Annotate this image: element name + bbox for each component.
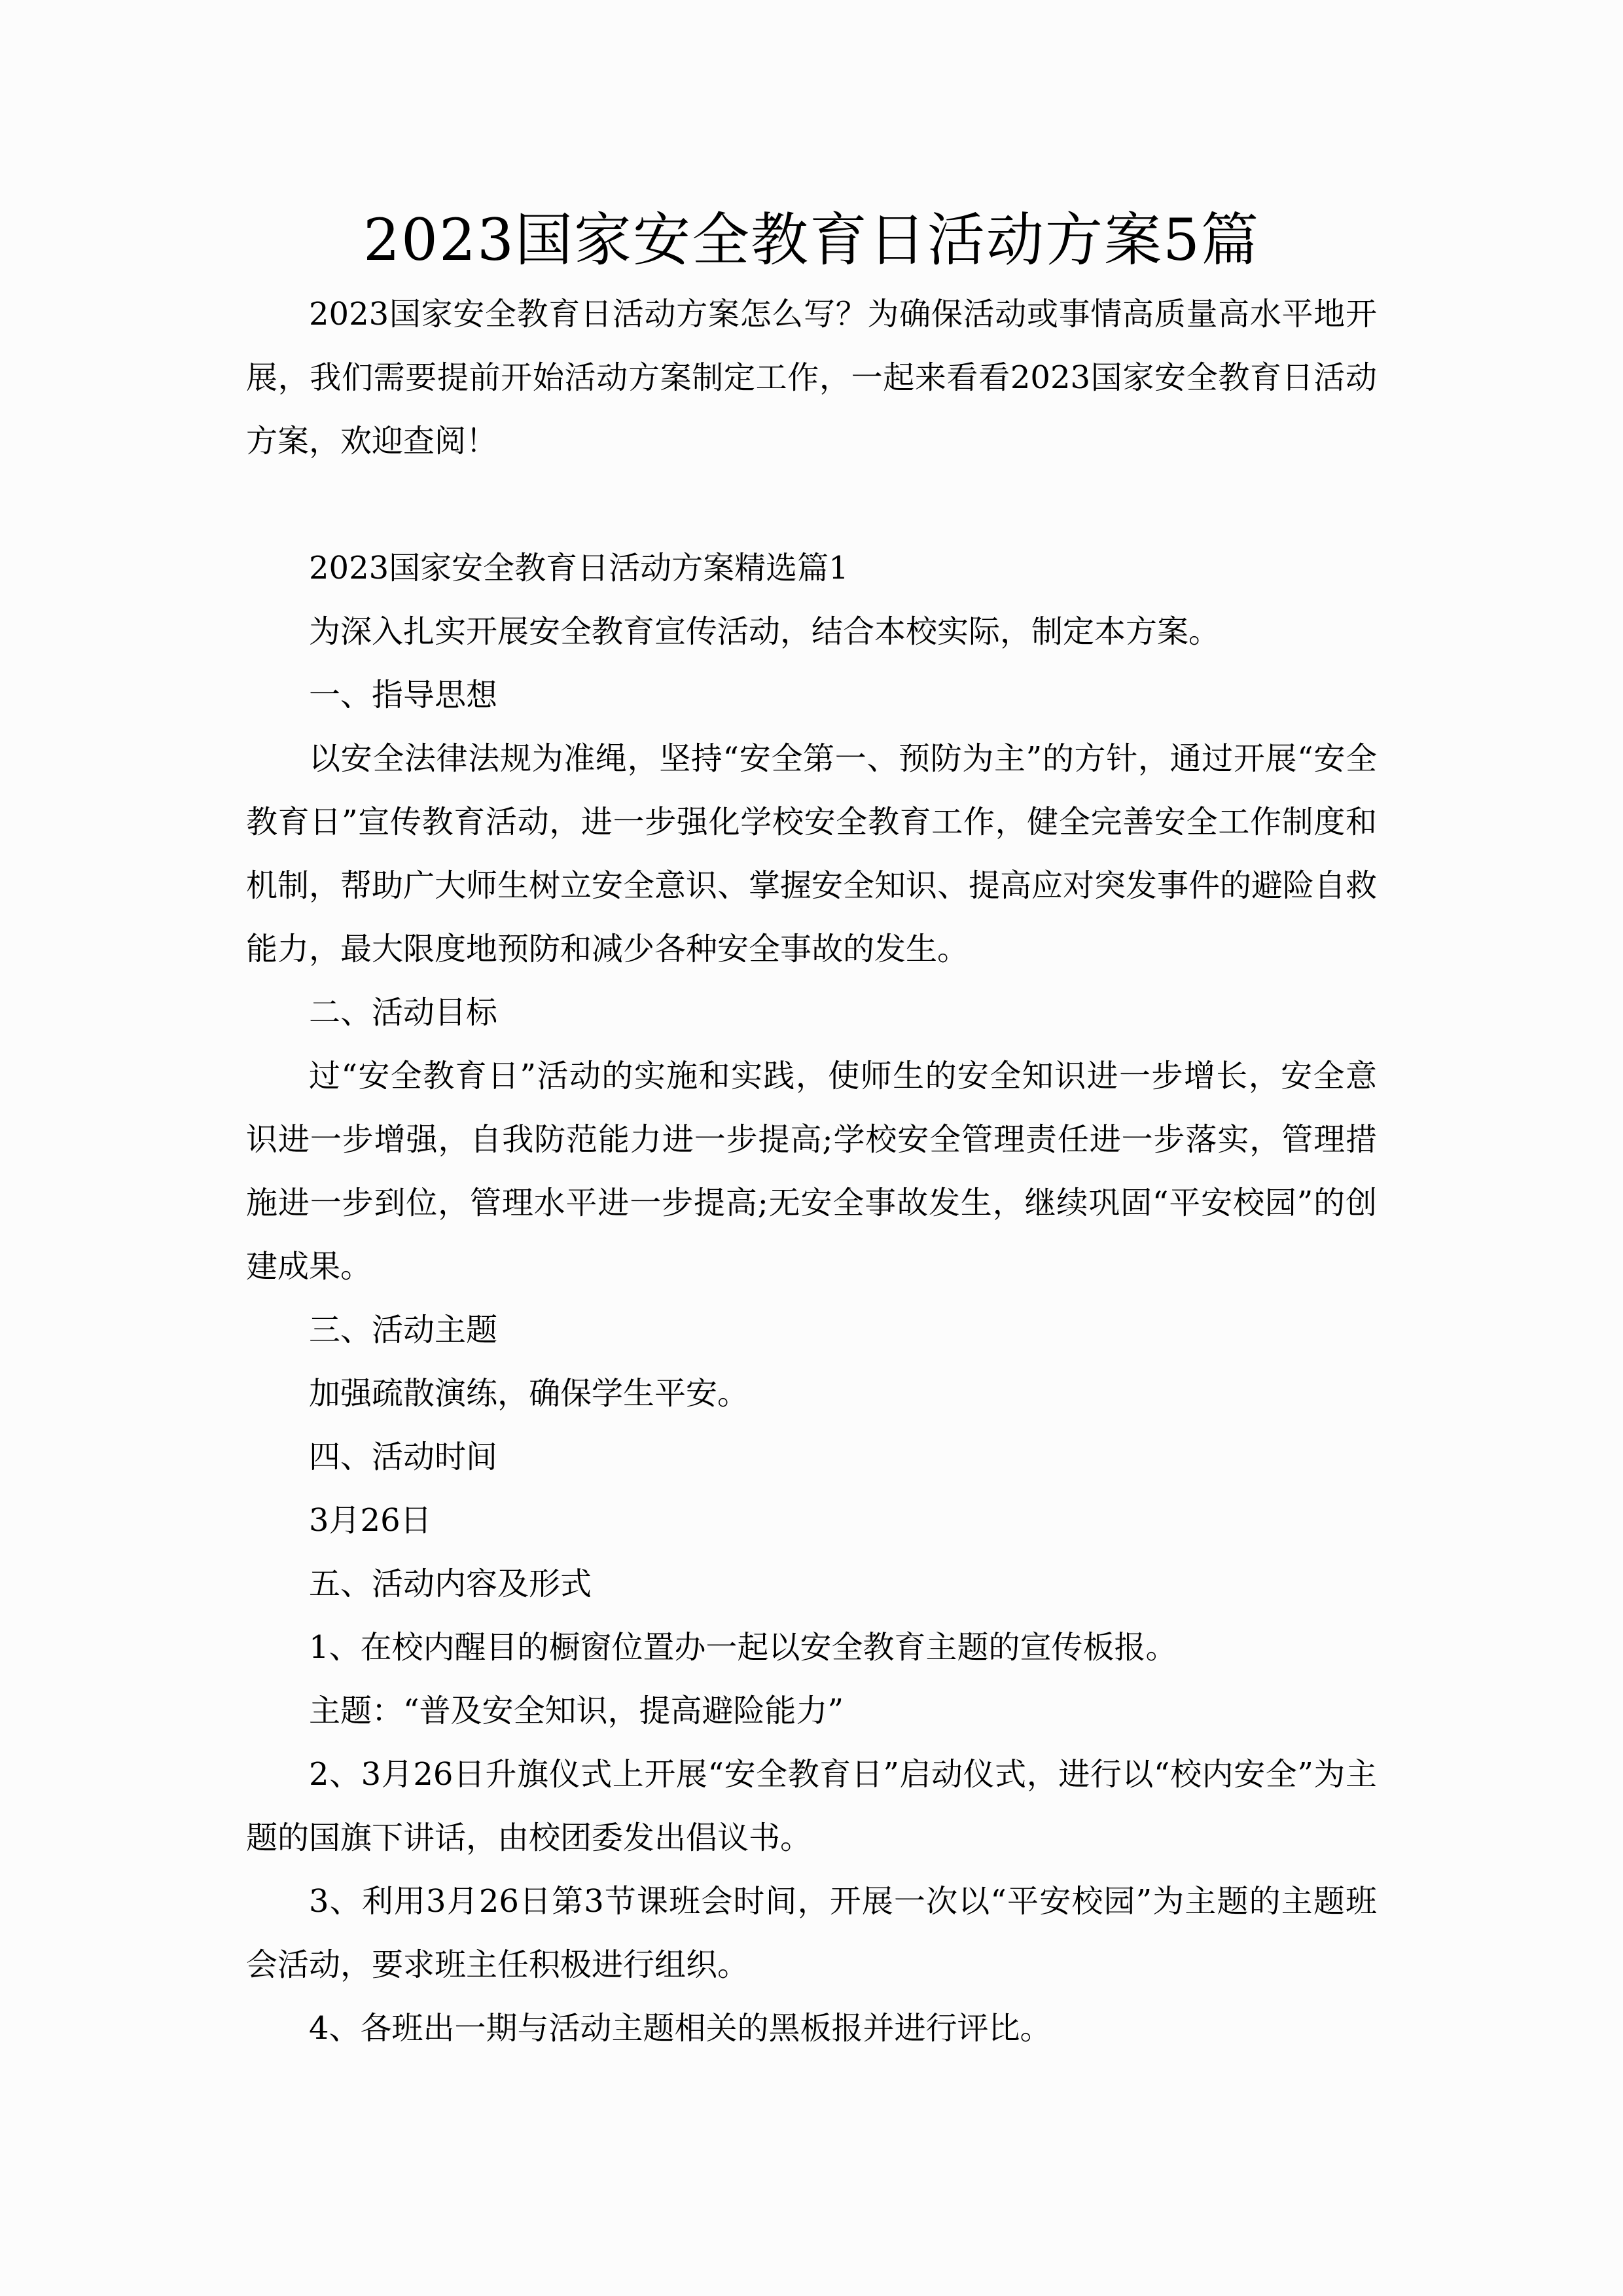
- heading-activity-time: 四、活动时间: [309, 1439, 498, 1475]
- blank-line: [246, 473, 1377, 537]
- list-item-3: 3、利用3月26日第3节课班会时间，开展一次以“平安校园”为主题的主题班会活动，要求班主任积极进行组织。: [246, 1883, 1377, 1983]
- list-item-1: 1、在校内醒目的橱窗位置办一起以安全教育主题的宣传板报。: [309, 1629, 1177, 1666]
- list-item-theme: 主题：“普及安全知识，提高避险能力”: [309, 1693, 844, 1729]
- section-heading: 2023国家安全教育日活动方案精选篇1: [309, 550, 849, 586]
- intro-paragraph: 2023国家安全教育日活动方案怎么写？为确保活动或事情高质量高水平地开展，我们需要提前开始活动方案制定工作，一起来看看2023国家安全教育日活动方案，欢迎查阅！: [246, 296, 1377, 459]
- paragraph-activity-theme: 加强疏散演练，确保学生平安。: [309, 1375, 749, 1412]
- paragraph-activity-time: 3月26日: [309, 1502, 432, 1539]
- list-item-2: 2、3月26日升旗仪式上开展“安全教育日”启动仪式，进行以“校内安全”为主题的国旗下讲话，由校团委发出倡议书。: [246, 1756, 1377, 1856]
- heading-activity-goal: 二、活动目标: [309, 994, 498, 1031]
- paragraph-activity-goal: 过“安全教育日”活动的实施和实践，使师生的安全知识进一步增长，安全意识进一步增强，自我防范能力进一步提高;学校安全管理责任进一步落实，管理措施进一步到位，管理水平进一步提高;无安全事故发生，继续巩固“平安校园”的创建成果。: [246, 1058, 1377, 1285]
- paragraph-preamble: 为深入扎实开展安全教育宣传活动，结合本校实际，制定本方案。: [309, 613, 1221, 650]
- document-body: [246, 283, 1377, 2060]
- paragraph-guiding-thought: 以安全法律法规为准绳，坚持“安全第一、预防为主”的方针，通过开展“安全教育日”宣传教育活动，进一步强化学校安全教育工作，健全完善安全工作制度和机制，帮助广大师生树立安全意识、掌握安全知识、提高应对突发事件的避险自救能力，最大限度地预防和减少各种安全事故的发生。: [246, 740, 1378, 967]
- heading-guiding-thought: 一、指导思想: [309, 677, 498, 713]
- heading-activity-content: 五、活动内容及形式: [309, 1566, 592, 1602]
- list-item-4: 4、各班出一期与活动主题相关的黑板报并进行评比。: [309, 2010, 1052, 2047]
- document-title: 2023国家安全教育日活动方案5篇: [363, 206, 1260, 274]
- heading-activity-theme: 三、活动主题: [309, 1312, 498, 1348]
